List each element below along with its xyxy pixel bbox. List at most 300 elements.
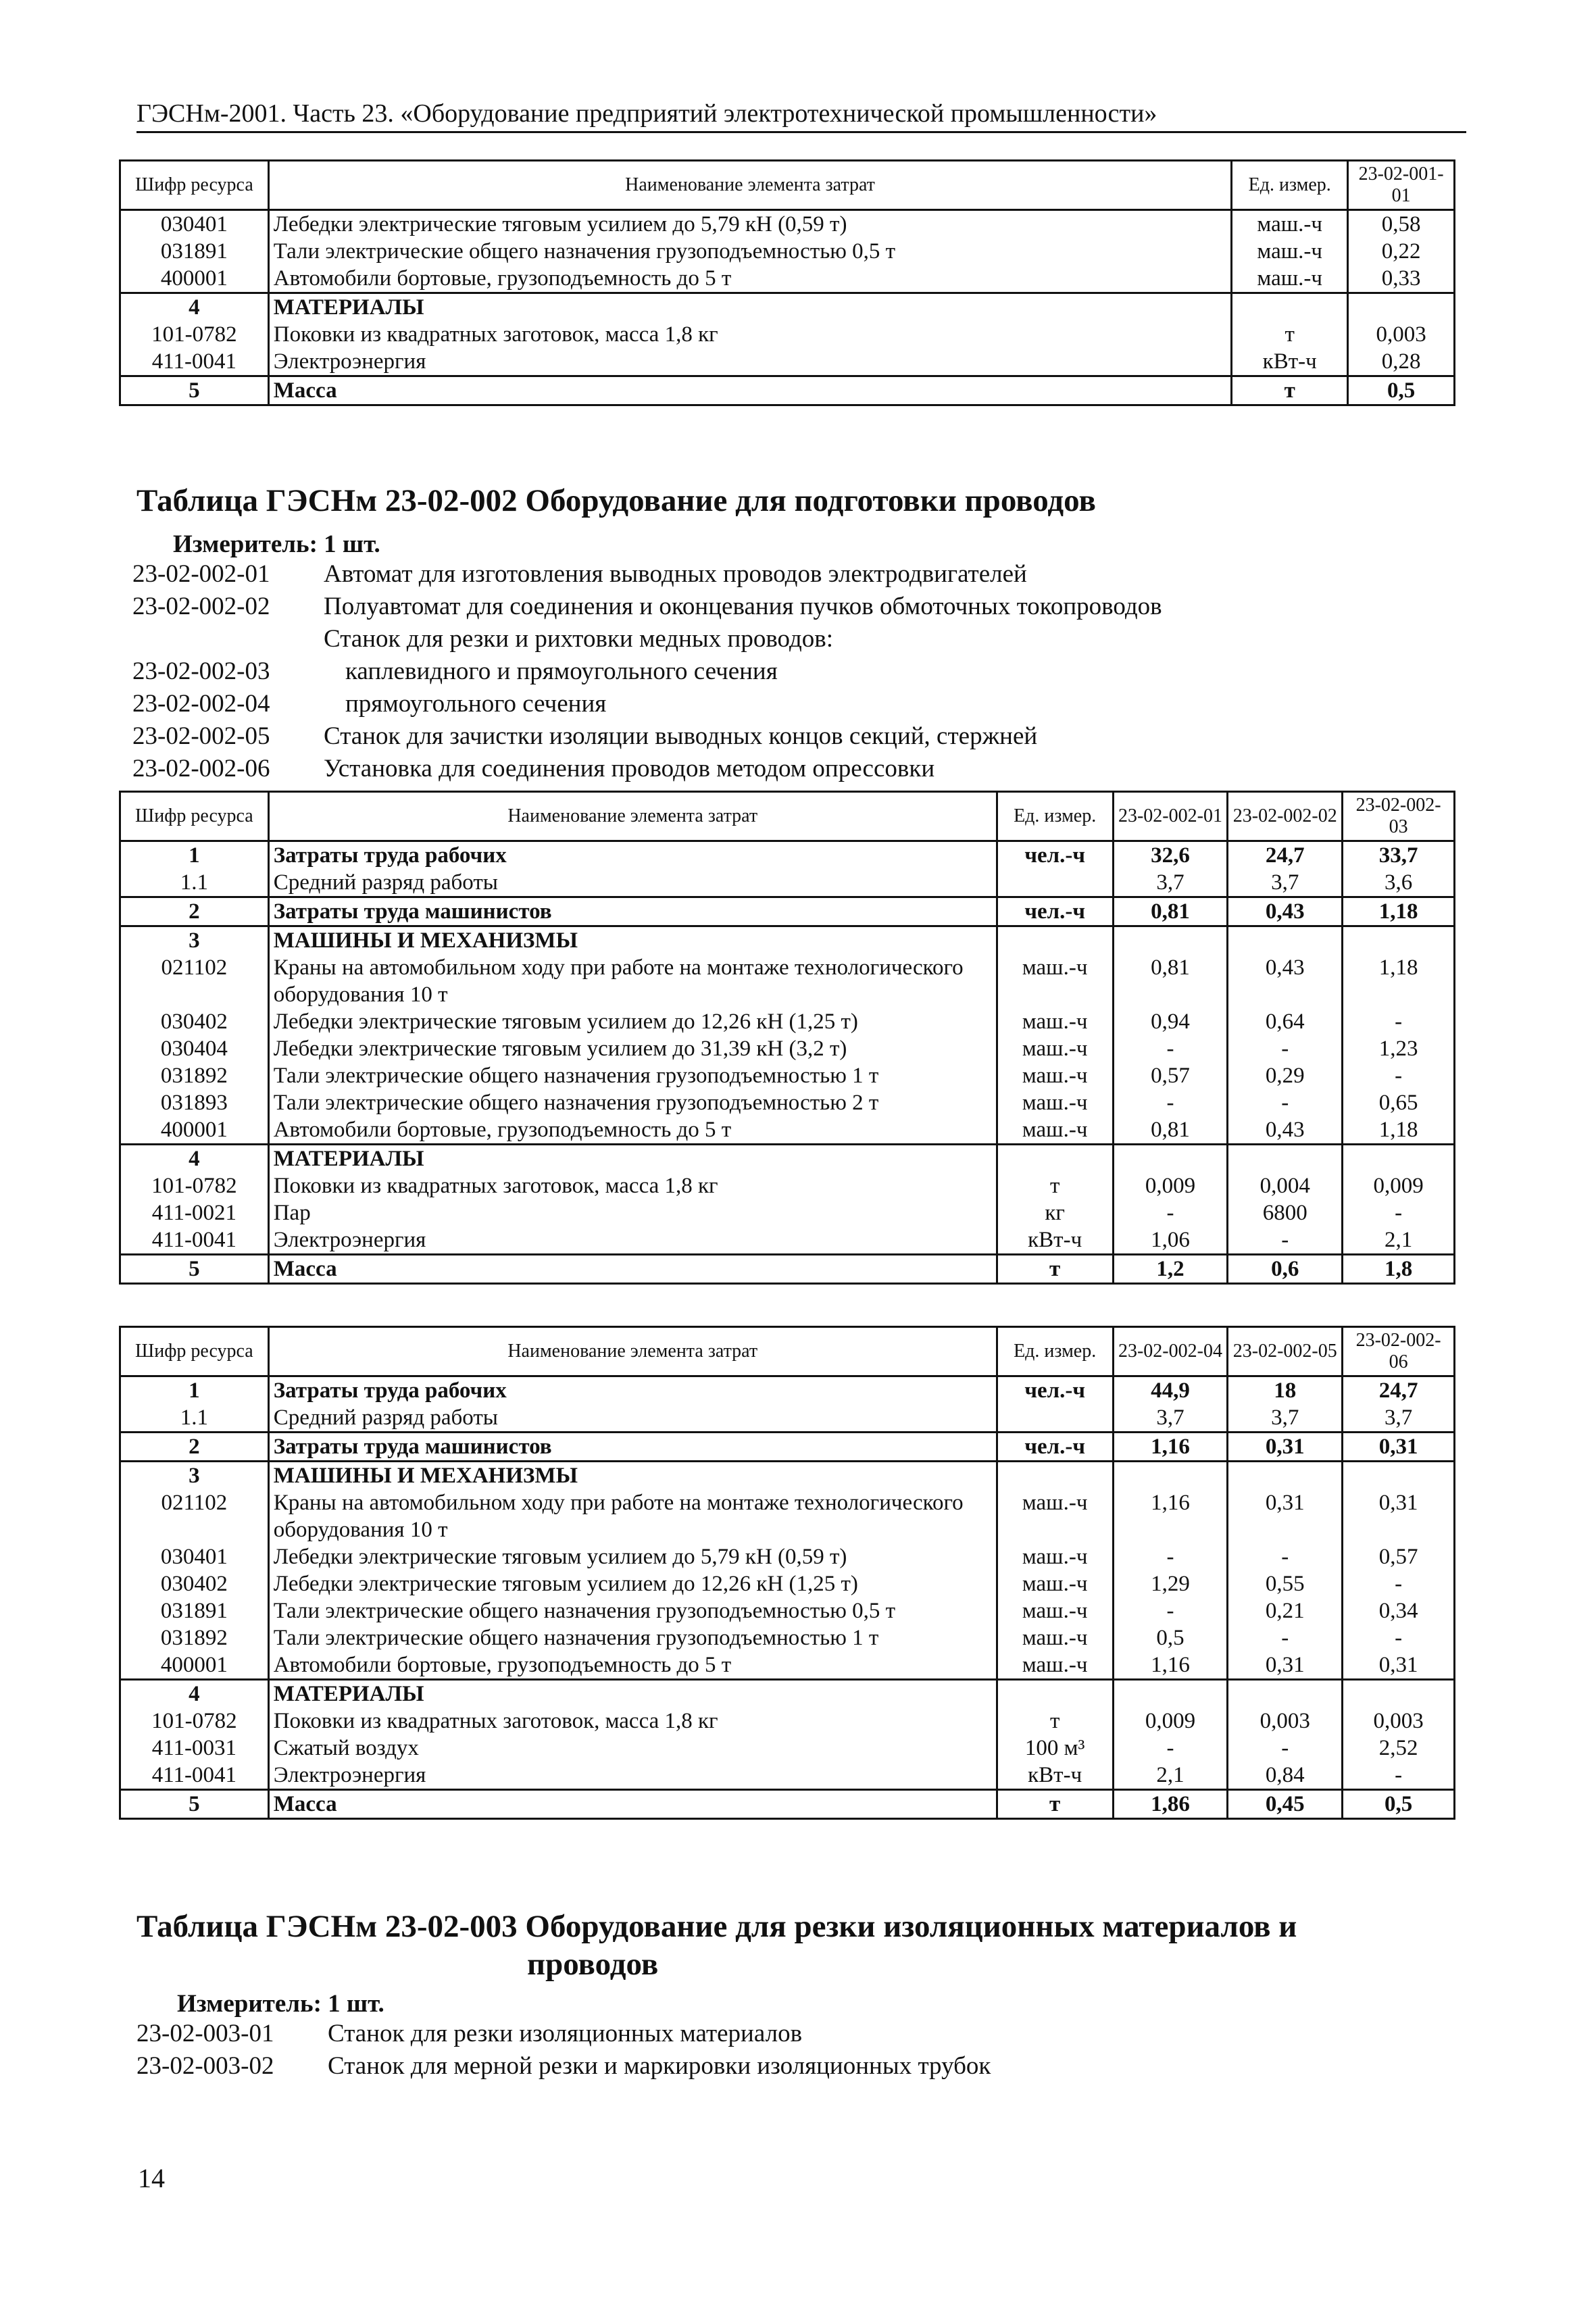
section-title-23-02-002: Таблица ГЭСНм 23-02-002 Оборудование для подготовки проводов: [136, 483, 1096, 518]
table-row: [120, 1226, 1455, 1255]
cell-value: 0,84: [1228, 1762, 1343, 1790]
table-header-row: [120, 1327, 1455, 1376]
work-item-text: прямоугольного сечения: [345, 690, 607, 718]
table-row: [120, 1597, 1455, 1624]
work-item-text: Станок для мерной резки и маркировки изоляционных трубок: [328, 2052, 991, 2080]
work-item-code: 23-02-002-05: [132, 722, 270, 750]
cell-resource-code: 5: [120, 1790, 269, 1819]
cell-value: -: [1343, 1062, 1455, 1089]
cell-resource-name: Масса: [268, 376, 1232, 405]
table-header-row: [120, 792, 1455, 841]
cell-resource-code: 031891: [120, 238, 269, 265]
cell-resource-code: 411-0031: [120, 1735, 269, 1762]
cell-resource-code: 5: [120, 376, 269, 405]
col-header-unit: Ед. измер.: [997, 792, 1113, 841]
table-row: [120, 1404, 1455, 1433]
cell-resource-name: Автомобили бортовые, грузоподъемность до 5 т: [268, 265, 1232, 293]
cell-resource-name: Затраты труда рабочих: [268, 1376, 997, 1405]
work-item: [132, 558, 1162, 591]
cell-resource-code: 400001: [120, 265, 269, 293]
cell-resource-name: Сжатый воздух: [268, 1735, 997, 1762]
cell-resource-name: МАТЕРИАЛЫ: [268, 293, 1232, 322]
col-header-rate: 23-02-002-04: [1113, 1327, 1228, 1376]
cell-unit: 100 м³: [997, 1735, 1113, 1762]
cell-value: 2,1: [1343, 1226, 1455, 1255]
table-group-row: [120, 376, 1455, 405]
cell-resource-name: Тали электрические общего назначения грузоподъемностью 1 т: [268, 1062, 997, 1089]
table-row: [120, 1708, 1455, 1735]
running-header: ГЭСНм-2001. Часть 23. «Оборудование предприятий электротехнической промышленности»: [136, 99, 1466, 133]
cell-value: 0,6: [1228, 1255, 1343, 1284]
work-item-code: 23-02-003-02: [136, 2052, 274, 2080]
col-header-rate: 23-02-002-01: [1113, 792, 1228, 841]
cell-resource-code: 4: [120, 1145, 269, 1173]
work-item-text: Полуавтомат для соединения и оконцевания пучков обмоточных токопроводов: [324, 593, 1162, 620]
cell-value: 3,7: [1343, 1404, 1455, 1433]
cell-value: -: [1343, 1624, 1455, 1651]
cell-unit: т: [997, 1172, 1113, 1199]
cell-unit: кВт-ч: [997, 1226, 1113, 1255]
cell-value: -: [1228, 1735, 1343, 1762]
cell-unit: маш.-ч: [997, 1062, 1113, 1089]
work-item: [132, 720, 1162, 753]
cell-value: -: [1228, 1035, 1343, 1062]
table-row: [120, 1035, 1455, 1062]
cell-value: 0,003: [1343, 1708, 1455, 1735]
cell-resource-code: 1: [120, 1376, 269, 1405]
table-row: [120, 1651, 1455, 1680]
cell-unit: т: [997, 1708, 1113, 1735]
cell-resource-name: Затраты труда машинистов: [268, 1433, 997, 1462]
cell-unit: маш.-ч: [997, 1651, 1113, 1680]
cell-resource-name: Тали электрические общего назначения грузоподъемностью 0,5 т: [268, 238, 1232, 265]
table-row: [120, 869, 1455, 897]
cell-value: 0,34: [1343, 1597, 1455, 1624]
cell-resource-code: 030402: [120, 1570, 269, 1597]
work-item-code: 23-02-002-03: [132, 657, 270, 685]
cell-value: -: [1343, 1570, 1455, 1597]
cell-value: 1,86: [1113, 1790, 1228, 1819]
cell-value: -: [1113, 1543, 1228, 1570]
work-item-text: каплевидного и прямоугольного сечения: [345, 657, 778, 685]
col-header-rate: 23-02-001-01: [1348, 161, 1455, 210]
cell-value: 6800: [1228, 1199, 1343, 1226]
table-group-row: [120, 1376, 1455, 1405]
table-header-row: [120, 161, 1455, 210]
cell-resource-code: 4: [120, 1680, 269, 1708]
work-items-list: [132, 558, 1162, 785]
cell-unit: т: [1232, 321, 1348, 348]
col-header-unit: Ед. измер.: [1232, 161, 1348, 210]
cell-resource-name: Поковки из квадратных заготовок, масса 1,8 кг: [268, 1172, 997, 1199]
table-row: [120, 1543, 1455, 1570]
table-group-row: [120, 897, 1455, 926]
cell-value: 0,5: [1348, 376, 1455, 405]
work-item-text: Автомат для изготовления выводных проводов электродвигателей: [324, 560, 1027, 588]
cell-resource-code: 5: [120, 1255, 269, 1284]
page-number: 14: [138, 2163, 165, 2193]
col-header-code: Шифр ресурса: [120, 1327, 269, 1376]
cell-resource-code: 1: [120, 841, 269, 870]
cell-value: 0,45: [1228, 1790, 1343, 1819]
table-row: [120, 1762, 1455, 1790]
cell-unit: маш.-ч: [997, 1624, 1113, 1651]
cell-value: -: [1343, 1199, 1455, 1226]
table-row: [120, 210, 1455, 239]
cell-value: 1,18: [1343, 1116, 1455, 1145]
cell-value: -: [1228, 1226, 1343, 1255]
cell-value: 0,94: [1113, 1008, 1228, 1035]
cell-unit: чел.-ч: [997, 1433, 1113, 1462]
cell-value: 1,29: [1113, 1570, 1228, 1597]
cell-value: -: [1113, 1735, 1228, 1762]
col-header-code: Шифр ресурса: [120, 792, 269, 841]
cell-value: 0,57: [1113, 1062, 1228, 1089]
cell-value: 3,7: [1113, 869, 1228, 897]
cell-resource-name: Лебедки электрические тяговым усилием до 5,79 кН (0,59 т): [268, 210, 1232, 239]
table-group-row: [120, 1145, 1455, 1173]
cell-resource-code: 030404: [120, 1035, 269, 1062]
cell-unit: маш.-ч: [1232, 210, 1348, 239]
cell-value: 32,6: [1113, 841, 1228, 870]
work-item-code: [132, 623, 324, 655]
cell-value: 0,33: [1348, 265, 1455, 293]
cell-value: [1113, 1462, 1228, 1490]
cell-value: 3,7: [1113, 1404, 1228, 1433]
cell-resource-code: 2: [120, 1433, 269, 1462]
cell-value: [1228, 1145, 1343, 1173]
cell-resource-name: МАТЕРИАЛЫ: [268, 1145, 997, 1173]
table-group-row: [120, 293, 1455, 322]
cell-resource-code: 1.1: [120, 869, 269, 897]
cell-resource-code: 411-0041: [120, 1762, 269, 1790]
cell-unit: т: [1232, 376, 1348, 405]
cell-value: 3,6: [1343, 869, 1455, 897]
cell-resource-name: Тали электрические общего назначения грузоподъемностью 2 т: [268, 1089, 997, 1116]
cell-value: 0,64: [1228, 1008, 1343, 1035]
cell-unit: маш.-ч: [997, 1035, 1113, 1062]
cell-value: [1228, 1462, 1343, 1490]
col-header-rate: 23-02-002-03: [1343, 792, 1455, 841]
cell-value: 1,06: [1113, 1226, 1228, 1255]
cell-value: [1228, 1680, 1343, 1708]
cell-value: [1343, 1145, 1455, 1173]
cell-value: [1343, 926, 1455, 955]
cell-resource-name: Тали электрические общего назначения грузоподъемностью 1 т: [268, 1624, 997, 1651]
cell-resource-name: Автомобили бортовые, грузоподъемность до 5 т: [268, 1116, 997, 1145]
work-item: [132, 623, 1162, 655]
cell-unit: маш.-ч: [997, 1089, 1113, 1116]
work-item-code: 23-02-002-06: [132, 755, 270, 782]
cell-resource-name: Масса: [268, 1255, 997, 1284]
cell-unit: маш.-ч: [997, 1570, 1113, 1597]
cell-value: 0,57: [1343, 1543, 1455, 1570]
cell-value: [1348, 293, 1455, 322]
cell-resource-code: 411-0041: [120, 348, 269, 376]
col-header-name: Наименование элемента затрат: [268, 1327, 997, 1376]
col-header-rate: 23-02-002-05: [1228, 1327, 1343, 1376]
cell-resource-name: Лебедки электрические тяговым усилием до 5,79 кН (0,59 т): [268, 1543, 997, 1570]
cell-value: 0,003: [1228, 1708, 1343, 1735]
table-row: [120, 1116, 1455, 1145]
cell-value: -: [1113, 1597, 1228, 1624]
cell-value: [1343, 1680, 1455, 1708]
work-item-text: Установка для соединения проводов методом опрессовки: [324, 755, 935, 782]
table-row: [120, 954, 1455, 1008]
work-item: [132, 655, 1162, 688]
cell-resource-code: 400001: [120, 1651, 269, 1680]
cell-value: [1113, 1145, 1228, 1173]
table-row: [120, 348, 1455, 376]
cell-resource-name: Тали электрические общего назначения грузоподъемностью 0,5 т: [268, 1597, 997, 1624]
cell-value: 1,23: [1343, 1035, 1455, 1062]
table-group-row: [120, 1433, 1455, 1462]
section-title-23-02-003-line1: Таблица ГЭСНм 23-02-003 Оборудование для резки изоляционных материалов и: [136, 1909, 1297, 1944]
cell-resource-name: Затраты труда машинистов: [268, 897, 997, 926]
cell-resource-code: 101-0782: [120, 1708, 269, 1735]
meter-label: Измеритель: 1 шт.: [173, 530, 380, 558]
work-item-text: Станок для резки и рихтовки медных проводов:: [324, 625, 834, 653]
cell-value: 0,55: [1228, 1570, 1343, 1597]
cell-resource-code: 031892: [120, 1062, 269, 1089]
cell-value: [1228, 926, 1343, 955]
cell-resource-code: 4: [120, 293, 269, 322]
cell-unit: кВт-ч: [1232, 348, 1348, 376]
cell-resource-name: Краны на автомобильном ходу при работе на монтаже технологического оборудования 10 т: [268, 954, 997, 1008]
cell-resource-name: Лебедки электрические тяговым усилием до 12,26 кН (1,25 т): [268, 1570, 997, 1597]
cell-resource-code: 021102: [120, 954, 269, 1008]
cell-value: 18: [1228, 1376, 1343, 1405]
cell-value: 44,9: [1113, 1376, 1228, 1405]
cell-unit: маш.-ч: [1232, 265, 1348, 293]
cell-value: 0,009: [1343, 1172, 1455, 1199]
resource-table-2: [119, 791, 1455, 1285]
cell-unit: маш.-ч: [1232, 238, 1348, 265]
cell-value: 1,8: [1343, 1255, 1455, 1284]
cell-value: 0,31: [1228, 1433, 1343, 1462]
work-item: [132, 753, 1162, 785]
cell-value: 1,16: [1113, 1433, 1228, 1462]
cell-resource-name: Электроэнергия: [268, 348, 1232, 376]
table-row: [120, 1570, 1455, 1597]
cell-resource-name: Пар: [268, 1199, 997, 1226]
cell-unit: [997, 869, 1113, 897]
cell-unit: кВт-ч: [997, 1762, 1113, 1790]
cell-unit: маш.-ч: [997, 1597, 1113, 1624]
cell-unit: [997, 1145, 1113, 1173]
cell-resource-name: Автомобили бортовые, грузоподъемность до 5 т: [268, 1651, 997, 1680]
cell-unit: чел.-ч: [997, 841, 1113, 870]
cell-resource-name: Масса: [268, 1790, 997, 1819]
cell-resource-name: Электроэнергия: [268, 1226, 997, 1255]
cell-value: 0,004: [1228, 1172, 1343, 1199]
meter-label-2: Измеритель: 1 шт.: [177, 1990, 384, 2018]
cell-unit: маш.-ч: [997, 1116, 1113, 1145]
cell-unit: [997, 1404, 1113, 1433]
resource-table-3: [119, 1326, 1455, 1820]
cell-value: 0,43: [1228, 897, 1343, 926]
cell-resource-code: 031893: [120, 1089, 269, 1116]
table-row: [120, 1008, 1455, 1035]
cell-resource-name: МАТЕРИАЛЫ: [268, 1680, 997, 1708]
cell-value: -: [1343, 1008, 1455, 1035]
cell-resource-name: Затраты труда рабочих: [268, 841, 997, 870]
table-group-row: [120, 1790, 1455, 1819]
cell-resource-code: 101-0782: [120, 321, 269, 348]
col-header-unit: Ед. измер.: [997, 1327, 1113, 1376]
cell-value: 0,5: [1343, 1790, 1455, 1819]
cell-resource-name: Поковки из квадратных заготовок, масса 1,8 кг: [268, 321, 1232, 348]
work-item: [136, 2050, 991, 2083]
col-header-rate: 23-02-002-06: [1343, 1327, 1455, 1376]
table-row: [120, 238, 1455, 265]
cell-value: 0,81: [1113, 897, 1228, 926]
cell-unit: чел.-ч: [997, 1376, 1113, 1405]
col-header-code: Шифр ресурса: [120, 161, 269, 210]
cell-resource-name: Лебедки электрические тяговым усилием до 31,39 кН (3,2 т): [268, 1035, 997, 1062]
cell-unit: [1232, 293, 1348, 322]
cell-value: 0,31: [1343, 1651, 1455, 1680]
col-header-rate: 23-02-002-02: [1228, 792, 1343, 841]
cell-value: 1,18: [1343, 954, 1455, 1008]
table-group-row: [120, 1680, 1455, 1708]
work-item-text: Станок для зачистки изоляции выводных концов секций, стержней: [324, 722, 1038, 750]
cell-resource-code: 3: [120, 1462, 269, 1490]
cell-unit: маш.-ч: [997, 1543, 1113, 1570]
table-row: [120, 1489, 1455, 1543]
cell-unit: [997, 1680, 1113, 1708]
cell-resource-name: Электроэнергия: [268, 1762, 997, 1790]
cell-resource-name: Средний разряд работы: [268, 1404, 997, 1433]
cell-value: -: [1228, 1543, 1343, 1570]
cell-resource-name: МАШИНЫ И МЕХАНИЗМЫ: [268, 926, 997, 955]
work-item-code: 23-02-002-01: [132, 560, 270, 588]
cell-value: 1,18: [1343, 897, 1455, 926]
cell-value: 0,5: [1113, 1624, 1228, 1651]
cell-value: [1343, 1462, 1455, 1490]
cell-value: 0,31: [1343, 1489, 1455, 1543]
cell-resource-name: Лебедки электрические тяговым усилием до 12,26 кН (1,25 т): [268, 1008, 997, 1035]
table-group-row: [120, 1255, 1455, 1284]
section-title-23-02-003-line2: проводов: [527, 1947, 659, 1982]
cell-value: 0,009: [1113, 1708, 1228, 1735]
cell-value: [1113, 926, 1228, 955]
cell-value: -: [1228, 1089, 1343, 1116]
cell-value: 0,28: [1348, 348, 1455, 376]
cell-value: [1113, 1680, 1228, 1708]
table-row: [120, 1062, 1455, 1089]
cell-value: 2,1: [1113, 1762, 1228, 1790]
table-row: [120, 265, 1455, 293]
cell-resource-code: 101-0782: [120, 1172, 269, 1199]
cell-resource-code: 031892: [120, 1624, 269, 1651]
cell-resource-name: Поковки из квадратных заготовок, масса 1,8 кг: [268, 1708, 997, 1735]
cell-resource-name: Средний разряд работы: [268, 869, 997, 897]
table-group-row: [120, 841, 1455, 870]
cell-unit: маш.-ч: [997, 954, 1113, 1008]
cell-unit: маш.-ч: [997, 1008, 1113, 1035]
cell-resource-name: Краны на автомобильном ходу при работе на монтаже технологического оборудования 10 т: [268, 1489, 997, 1543]
table-row: [120, 1172, 1455, 1199]
cell-unit: чел.-ч: [997, 897, 1113, 926]
cell-value: 3,7: [1228, 1404, 1343, 1433]
cell-unit: т: [997, 1255, 1113, 1284]
cell-value: 0,29: [1228, 1062, 1343, 1089]
cell-value: 0,003: [1348, 321, 1455, 348]
cell-value: -: [1113, 1035, 1228, 1062]
cell-value: 0,22: [1348, 238, 1455, 265]
cell-resource-code: 3: [120, 926, 269, 955]
table-group-row: [120, 1462, 1455, 1490]
work-item-code: 23-02-002-02: [132, 593, 270, 620]
cell-value: 1,16: [1113, 1651, 1228, 1680]
cell-value: 0,009: [1113, 1172, 1228, 1199]
cell-unit: [997, 926, 1113, 955]
cell-unit: т: [997, 1790, 1113, 1819]
cell-resource-code: 400001: [120, 1116, 269, 1145]
cell-value: 0,58: [1348, 210, 1455, 239]
cell-resource-code: 1.1: [120, 1404, 269, 1433]
cell-value: 33,7: [1343, 841, 1455, 870]
table-row: [120, 321, 1455, 348]
cell-resource-code: 021102: [120, 1489, 269, 1543]
cell-value: 2,52: [1343, 1735, 1455, 1762]
table-row: [120, 1735, 1455, 1762]
cell-value: 0,31: [1343, 1433, 1455, 1462]
cell-value: 0,81: [1113, 1116, 1228, 1145]
cell-value: -: [1113, 1089, 1228, 1116]
cell-resource-code: 411-0041: [120, 1226, 269, 1255]
cell-value: 24,7: [1343, 1376, 1455, 1405]
work-item-code: 23-02-003-01: [136, 2020, 274, 2047]
cell-resource-name: МАШИНЫ И МЕХАНИЗМЫ: [268, 1462, 997, 1490]
cell-value: 0,31: [1228, 1651, 1343, 1680]
cell-value: 0,81: [1113, 954, 1228, 1008]
table-row: [120, 1089, 1455, 1116]
work-item: [132, 591, 1162, 623]
cell-value: 24,7: [1228, 841, 1343, 870]
cell-value: 1,2: [1113, 1255, 1228, 1284]
cell-value: 0,21: [1228, 1597, 1343, 1624]
table-row: [120, 1624, 1455, 1651]
cell-unit: кг: [997, 1199, 1113, 1226]
cell-value: -: [1228, 1624, 1343, 1651]
cell-resource-code: 031891: [120, 1597, 269, 1624]
cell-resource-code: 2: [120, 897, 269, 926]
work-item-text: Станок для резки изоляционных материалов: [328, 2020, 803, 2047]
cell-value: -: [1113, 1199, 1228, 1226]
cell-resource-code: 411-0021: [120, 1199, 269, 1226]
cell-resource-code: 030401: [120, 210, 269, 239]
cell-unit: маш.-ч: [997, 1489, 1113, 1543]
cell-value: 0,43: [1228, 1116, 1343, 1145]
cell-value: 0,43: [1228, 954, 1343, 1008]
cell-unit: [997, 1462, 1113, 1490]
work-item-code: 23-02-002-04: [132, 690, 270, 718]
cell-resource-code: 030402: [120, 1008, 269, 1035]
col-header-name: Наименование элемента затрат: [268, 792, 997, 841]
table-group-row: [120, 926, 1455, 955]
cell-value: -: [1343, 1762, 1455, 1790]
work-items-list-2: [136, 2018, 991, 2083]
work-item: [136, 2018, 991, 2050]
table-row: [120, 1199, 1455, 1226]
col-header-name: Наименование элемента затрат: [268, 161, 1232, 210]
cell-resource-code: 030401: [120, 1543, 269, 1570]
work-item: [132, 688, 1162, 720]
cell-value: 0,31: [1228, 1489, 1343, 1543]
cell-value: 0,65: [1343, 1089, 1455, 1116]
